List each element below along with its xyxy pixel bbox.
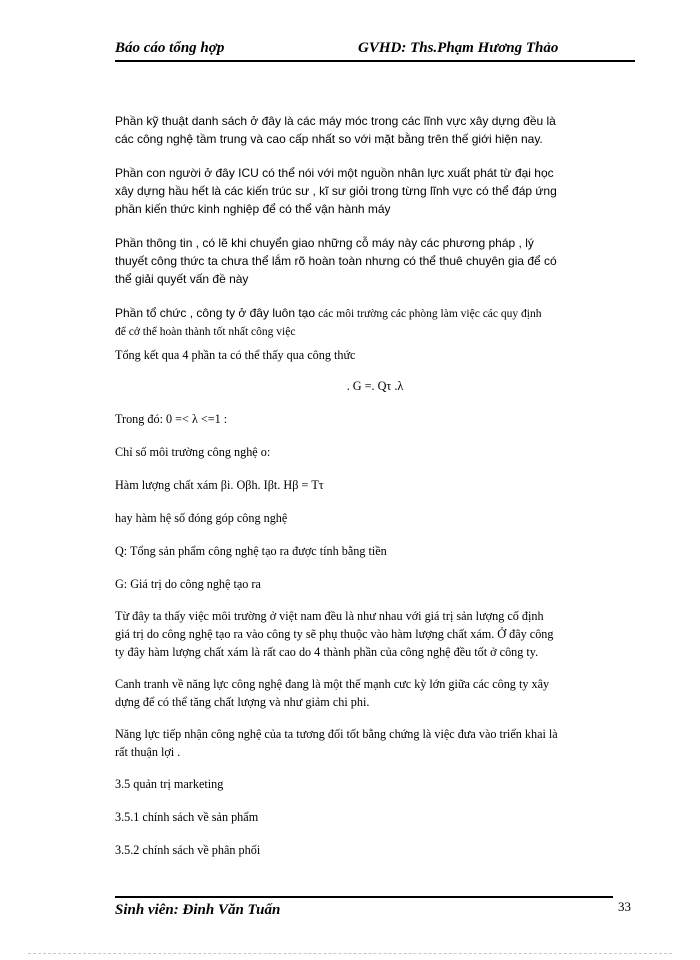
page-number: 33: [618, 899, 631, 914]
para-contribution: hay hàm hệ số đóng góp công nghệ: [115, 511, 288, 525]
para-technique-line1: Phần kỹ thuật danh sách ở đây là các máy móc trong các lĩnh vực xây dựng đều là: [115, 114, 556, 128]
para-conclusion-line2: giá trị do công nghệ tạo ra vào công ty sẽ phụ thuộc vào hàm lượng chất xám. Ở đây công: [115, 627, 554, 641]
para-info-line2: thuyết công thức ta chưa thể lắm rõ hoàn toàn nhưng có thể thuê chuyên gia để có: [115, 254, 557, 268]
page-break-line: [28, 953, 672, 954]
para-conclusion-line3: ty đây hàm lượng chất xám là rất cao do 4 thành phần của công nghệ đều tốt ở công ty.: [115, 645, 539, 659]
section-heading-marketing: 3.5 quản trị marketing: [115, 777, 224, 791]
para-env-index: Chỉ số môi trường công nghệ o:: [115, 445, 271, 459]
para-org-line1: [115, 304, 635, 323]
para-conclusion-line1: Từ đây ta thấy việc môi trường ở việt nam đều là như nhau với giá trị sản lượng cố định: [115, 609, 544, 623]
footer-divider: [115, 896, 613, 898]
para-capacity-line1: Năng lực tiếp nhận công nghệ của ta tương đối tốt bằng chứng là việc đưa vào triển khai là: [115, 727, 558, 741]
para-org-line1a: Phần tổ chức , công ty ở đây luôn tạo: [115, 306, 316, 320]
section-heading-distribution-policy: 3.5.2 chính sách về phân phối: [115, 843, 261, 857]
para-org-line2: để cở thể hoàn thành tốt nhất công việc: [115, 326, 296, 338]
para-org-line1b: các môi trường các phòng làm việc các quy định: [318, 308, 542, 320]
para-info-line3: thể giải quyết vấn đề này: [115, 272, 249, 286]
para-capacity-line2: rất thuận lợi .: [115, 745, 181, 759]
header-supervisor: GVHD: Ths.Phạm Hương Thảo: [358, 40, 559, 56]
para-g-definition: G: Giá trị do công nghệ tạo ra: [115, 577, 261, 591]
para-people-line3: phần kiến thức kinh nghiệp để có thể vận hành máy: [115, 202, 391, 216]
para-info-line1: Phần thông tin , có lẽ khi chuyển giao những cỗ máy này các phương pháp , lý: [115, 236, 534, 250]
para-people-line2: xây dựng hầu hết là các kiến trúc sư , kĩ sư giỏi trong từng lĩnh vực có thể đáp ứng: [115, 184, 557, 198]
para-q-definition: Q: Tổng sản phẩm công nghệ tạo ra được tính bằng tiền: [115, 544, 387, 558]
para-where: Trong đó: 0 =< λ <=1 :: [115, 412, 228, 426]
para-gray-matter: Hàm lượng chất xám βi. Oβh. Iβt. Hβ = Tτ: [115, 478, 324, 492]
page-header: [115, 40, 635, 62]
para-people-line1: Phần con người ở đây ICU có thể nói với một nguồn nhân lực xuất phát từ đại học: [115, 166, 554, 180]
para-summary: Tổng kết qua 4 phần ta có thể thấy qua công thức: [115, 348, 356, 362]
footer-student-name: Sinh viên: Đinh Văn Tuấn: [115, 902, 281, 918]
para-technique-line2: các công nghệ tầm trung và cao cấp nhất so với mặt bằng trên thế giới hiện nay.: [115, 132, 543, 146]
document-body: [115, 112, 635, 357]
header-report-title: Báo cáo tổng hợp: [115, 40, 225, 56]
para-competition-line2: dựng để có thể tăng chất lượng và như giảm chi phi.: [115, 695, 370, 709]
para-competition-line1: Canh tranh về năng lực công nghệ đang là một thế mạnh cưc kỳ lớn giữa các công ty xây: [115, 677, 550, 691]
formula: . G =. Qτ .λ: [346, 379, 404, 393]
section-heading-product-policy: 3.5.1 chính sách về sản phẩm: [115, 810, 259, 824]
